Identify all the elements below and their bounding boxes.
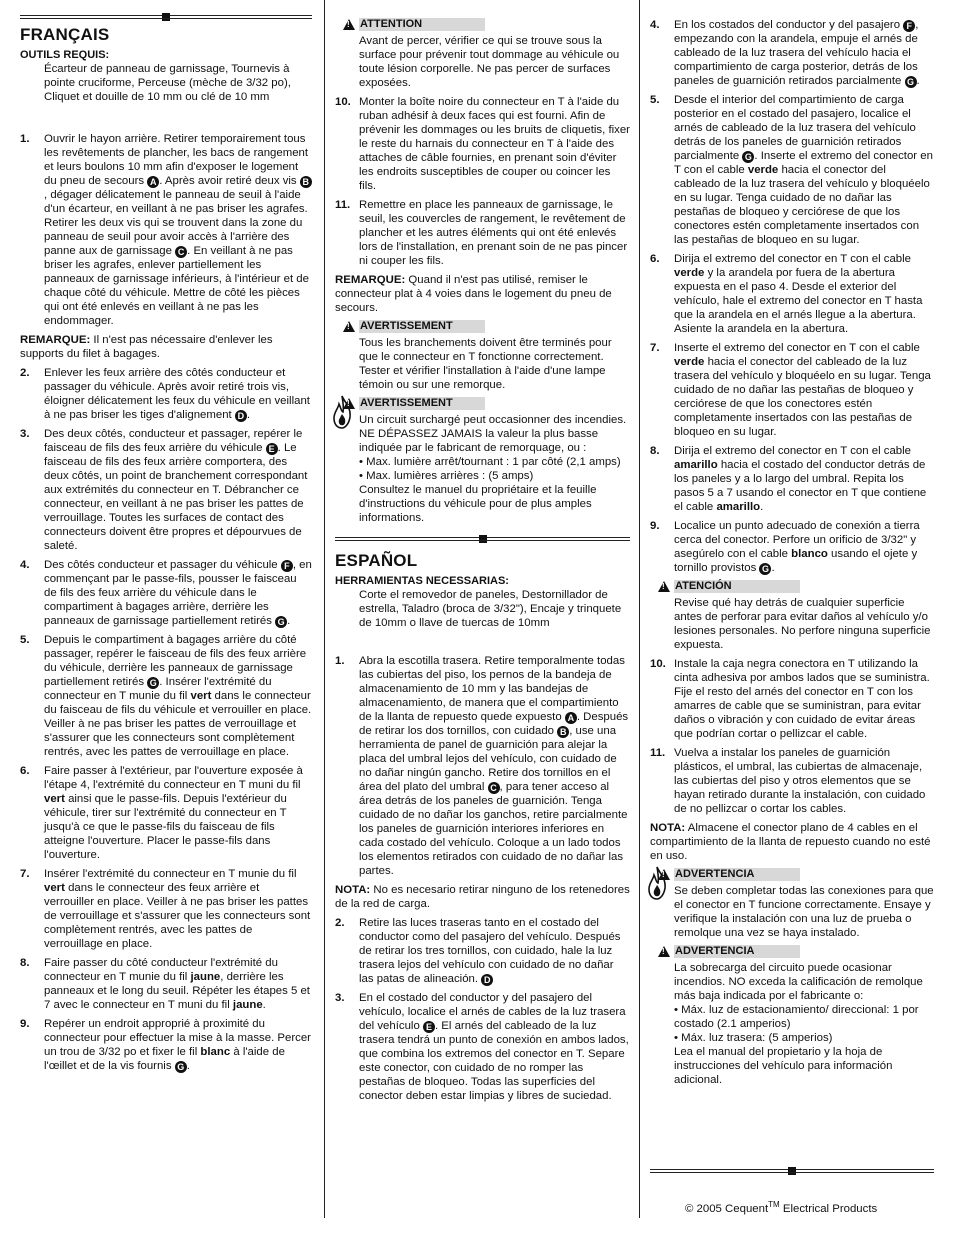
section-rule [20,14,312,22]
atencion-header: ! ATENCIÓN [674,580,800,593]
advertencia-text-l1: La sobrecarga del circuito puede ocasionar incendios. NO exceda la calificación de remolque más baja indicada por el fabricante o: [674,962,923,1002]
advertencia-text: Se deben completar todas las conexiones para que el conector en T funcione correctamente. Ensaye y verifique la instalación con una luz de prueba o remolque una vez se haya instalado. [674,885,934,939]
ref-c-icon: C [488,782,500,794]
tools-text: Corte el removedor de paneles, Destornillador de estrella, Taladro (broca de 3/32"), Encaje y trinquete de 10mm o llave de tuercas de 10mm [359,589,622,629]
section-title-espanol: ESPAÑOL [335,551,418,570]
advertencia-box-1 [674,868,934,940]
atencion-text: Revise qué hay detrás de cualquier superficie antes de perforar para evitar daños al vehículo y/o lesiones personales. No perfore ninguna superficie expuesta. [674,597,931,651]
step-11: 11. Vuelva a instalar los paneles de guarnición plásticos, el umbral, las cubiertas de almacenaje, las cubiertas del piso y otros elementos que se hayan retirado durante la instalación, con cuidado de no pellizcar o cortar los cables. [650,747,926,815]
step-5: 5. Depuis le compartiment à bagages arrière du côté passager, repérer le faisceau de fils des feux arrière du véhicule, derrière les panneaux de garnissage partiellement retirés G . Insérer l'extrémité du connecteur en T munie du fil vert dans le connecteur du faisceau de fils du véhicule et verrouiller en place. Veiller à ne pas briser les pattes de verrouillage et s'assurer que les connecteurs sont complètement rentrés, avec les pattes de verrouillage en place. [20,634,312,758]
warning-text-l3: • Max. lumières arrières : (5 amps) [359,470,534,482]
advertencia-header: ! ADVERTENCIA [674,868,800,881]
ref-f-icon: F [281,560,293,572]
section-title-francais: FRANÇAIS [20,25,110,44]
step-6: 6. Dirija el extremo del conector en T con el cable verde y la arandela por fuera de la abertura expuesta en el paso 4. Desde el exterior del vehículo, hale el extremo del conector en T hasta que la arandela en el arnés llegue a la abertura. Asiente la arandela en la abertura. [650,253,923,335]
copyright: © 2005 Cequent™ Electrical Products [685,1200,878,1215]
step-5: 5. Desde el interior del compartimiento de carga posterior en el costado del pasajero, localice el arnés de cableado de la luz trasera del vehículo detrás de los paneles de guarnición retirados parcialmente G . Inserte el extremo del conector en T con el cable verde hacia el conector del cableado de la luz trasera del vehículo y bloquéelo en su lugar. Tenga cuidado de no dañar las pestañas de bloqueo y cerciórese de que los conectores estén completamente insertados con las pestañas de bloqueo en su lugar. [650,94,933,246]
ref-g-icon: G [275,616,287,628]
warning-triangle-icon [343,321,355,332]
warning-box-2 [359,397,630,525]
step-10: 10. Monter la boîte noire du connecteur en T à l'aide du ruban adhésif à deux faces qui est fourni. Afin de prévenir les dommages ou les bruits de cliquetis, fixer le reste du harnais du connecteur en T à l'aide des attaches de câble fournies, en prenant soin d'éviter les endroits susceptibles de couper ou coincer les fils. [335,96,630,192]
step-11: 11. Remettre en place les panneaux de garnissage, le seuil, les couvercles de rangement, le revêtement de plancher et les autres éléments qui ont été enlevés lors de l'installation, en prenant soin de ne pas pincer ni couper les fils. [335,199,628,267]
warning-text: Tous les branchements doivent être terminés pour que le connecteur en T fonctionne correctement. Tester et vérifier l'installation à l'aide d'une lampe témoin ou sur une remorque. [359,337,612,391]
step-1: 1. Abra la escotilla trasera. Retire temporalmente todas las cubiertas del piso, los pernos de la bandeja de almacenamiento de 10 mm y las bandejas de almacenamiento, de manera que el compartimiento de la llanta de repuesto quede expuesto A . Después de retirar los dos tornillos, con cuidado B , use una herramienta de panel de guarnición para alejar la placa del umbral lejos del vehículo, con cuidado de no dañar ningún gancho. Retire dos tornillos en el área del plato del umbral C , para tener acceso al área detrás de los paneles de guarnición. Tenga cuidado de no dañar los ganchos, retire parcialmente los paneles de guarnición interiores inferiores en cada costado del vehículo. Coloque a un lado todos los elementos retirados con cuidado de no dañar las partes. [335,655,629,877]
warning-text-l4: Consultez le manuel du propriétaire et la feuille d'instructions du véhicule pour de plus amples informations. [359,484,597,524]
spanish-column-3 [650,18,934,1092]
atencion-box [674,580,934,652]
step-2: 2. Enlever les feux arrière des côtés conducteur et passager du véhicule. Après avoir retiré trois vis, éloigner délicatement les feux du véhicule en veillant à ne pas briser les tiges d'alignement D . [20,367,310,421]
warning-triangle-icon [343,19,355,30]
ref-b-icon: B [557,726,569,738]
step-8: 8. Dirija el extremo del conector en T con el cable amarillo hacia el costado del conductor detrás de los paneles y a lo largo del umbral. Repita los pasos 5 a 7 usando el conector en T que contiene el cable amarillo. [650,445,927,513]
french-spanish-column-2 [335,18,630,1108]
step-6: 6. Faire passer à l'extérieur, par l'ouverture exposée à l'étape 4, l'extrémité du connecteur en T muni du fil vert ainsi que le passe-fils. Depuis l'extérieur du véhicule, tirer sur l'extrémité du connecteur en T jusqu'à ce que le passe-fils du faisceau de fils atteigne l'ouverture. Placer le passe-fils dans l'ouverture. [20,765,303,861]
attention-text: Avant de percer, vérifier ce qui se trouve sous la surface pour prévenir tout dommage au véhicule ou toute lésion corporelle. Ne pas percer de surfaces exposées. [359,35,620,89]
nota-2: NOTA: Almacene el conector plano de 4 cables en el compartimiento de la llanta de repuesto cuando no esté en uso. [650,822,931,862]
ref-d-icon: D [235,410,247,422]
attention-box [359,18,630,90]
step-9: 9. Localice un punto adecuado de conexión a tierra cerca del conector. Perfore un orificio de 3/32" y asegúrelo con el cable blanco usando el ojete y tornillo provistos G . [650,520,920,574]
warning-triangle-icon [658,581,670,592]
step-7: 7. Inserte el extremo del conector en T con el cable verde hacia el conector del cableado de la luz trasera del vehículo y bloquéelo en su lugar. Tenga cuidado de no dañar las pestañas de bloqueo y cerciórese de que los conectores estén completamente insertados con las pestañas de bloqueo en su lugar. [650,342,931,438]
tools-heading: HERRAMIENTAS NECESSARIAS: [335,575,509,587]
section-rule [335,536,630,544]
step-1: 1. Ouvrir le hayon arrière. Retirer temporairement tous les revêtements de plancher, les bacs de rangement et leurs boulons 10 mm afin d'exposer le logement du pneu de secours A . Après avoir retiré deux vis B, dégager délicatement le panneau de seuil à l'aide d'un écarteur, en veillant à ne pas briser les agrafes. Retirer les deux vis qui se trouvent dans la zone du panneau de seuil pour avoir accès à l'arrière des panne aux de garnissage C . En veillant à ne pas briser les agrafes, enlever partiellement les panneaux de garnissage inférieurs, à l'intérieur et de chaque côté du véhicule. Mettre de côté les pièces qui ont été enlevés en veillant à ne pas les endommager. [20,132,312,328]
warning-text-l2: • Max. lumière arrêt/tournant : 1 par côté (2,1 amps) [359,456,621,468]
ref-d-icon: D [481,974,493,986]
step-3: 3. Des deux côtés, conducteur et passager, repérer le faisceau de fils des feux arrière du véhicule E . Le faisceau de fils des feux arrière comportera, des deux côtés, un point de branchement correspondant aux extrémités du connecteur en T. Débrancher ce connecteur, en veillant à ne pas briser les pattes de verrouillage. Toutes les surfaces de contact des connecteurs doivent être propres et dépourvues de saleté. [20,428,308,552]
remark-2: REMARQUE: Quand il n'est pas utilisé, remiser le connecteur plat à 4 voies dans le logement du pneu de secours. [335,274,612,314]
warning-triangle-icon [343,398,355,409]
ref-a-icon: A [565,712,577,724]
tools-text: Écarteur de panneau de garnissage, Tournevis à pointe cruciforme, Perceuse (mèche de 3/32 po), Cliquet et douille de 10 mm ou clé de 10 mm [44,63,291,103]
ref-b-icon: B [300,176,312,188]
ref-c-icon: C [175,246,187,258]
step-4: 4. En los costados del conductor y del pasajero F , empezando con la arandela, empuje el arnés de cableado de la luz trasera del vehículo hacia el compartimiento de carga posterior, detrás de los paneles de guarnición retirados parcialmente G . [650,19,920,87]
ref-g-icon: G [175,1061,187,1073]
step-8: 8. Faire passer du côté conducteur l'extrémité du connecteur en T munie du fil jaune, derrière les panneaux et le long du seuil. Répéter les étapes 5 et 7 avec le connecteur en T muni du fil jaune. [20,957,310,1011]
warning-header: ! AVERTISSEMENT [359,397,485,410]
nota: NOTA: No es necesario retirar ninguno de los retenedores de la red de carga. [335,884,630,910]
step-7: 7. Insérer l'extrémité du connecteur en T munie du fil vert dans le connecteur des feux arrière et verrouiller en place. Veiller à ne pas briser les pattes de verrouillage et s'assurer que les connecteurs sont complètement rentrés, avec les pattes de verrouillage en place. [20,868,311,950]
ref-e-icon: E [423,1021,435,1033]
ref-g-icon: G [759,563,771,575]
warning-text-l1: Un circuit surchargé peut occasionner des incendies. NE DÉPASSEZ JAMAIS la valeur la plus basse indiquée par le fabricant de remorquage, ou : [359,414,627,454]
ref-g-icon: G [905,76,917,88]
step-2: 2. Retire las luces traseras tanto en el costado del conductor como del pasajero del vehículo. Después de retirar los tres tornillos, con cuidado, hale la luz trasera lejos del vehículo con cuidado de no dañar las patas de alineación. D [335,917,621,985]
ref-g-icon: G [147,677,159,689]
remark: REMARQUE: Il n'est pas nécessaire d'enlever les supports du filet à bagages. [20,334,273,360]
advertencia-header: ! ADVERTENCIA [674,945,800,958]
warning-triangle-icon [658,946,670,957]
advertencia-text-l4: Lea el manual del propietario y la hoja de instrucciones del vehículo para información adicional. [674,1046,893,1086]
step-10: 10. Instale la caja negra conectora en T utilizando la cinta adhesiva por ambos lados que se suministra. Fije el resto del arnés del conector en T con los amarres de cable que se suministran, para evitar daños o vibración y con cuidado de evitar áreas que podrían cortar o pellizcar el cable. [650,658,930,740]
advertencia-box-2 [674,945,934,1087]
advertencia-text-l2: • Máx. luz de estacionamiento/ direccional: 1 por costado (2.1 amperios) [674,1004,919,1030]
ref-e-icon: E [266,443,278,455]
warning-header: ! AVERTISSEMENT [359,320,485,333]
advertencia-text-l3: • Máx. luz trasera: (5 amperios) [674,1032,833,1044]
ref-a-icon: A [147,176,159,188]
step-9: 9. Repérer un endroit approprié à proximité du connecteur pour effectuer la mise à la masse. Percer un trou de 3/32 po et fixer le fil blanc à l'aide de l'œillet et de la vis fournis G . [20,1018,311,1072]
step-3: 3. En el costado del conductor y del pasajero del vehículo, localice el arnés de cables de la luz trasera del vehículo E . El arnés del cableado de la luz trasera tendrá un punto de conexión en ambos lados, que combina los extremos del conector en T. Separe este conector, con cuidado de no romper las pestañas de bloqueo. Todas las superficies del conector deben estar limpias y libres de suciedad. [335,992,629,1102]
ref-g-icon: G [742,151,754,163]
warning-triangle-icon [658,869,670,880]
bottom-rule [650,1168,934,1176]
column-divider [639,0,640,1218]
warning-box-1 [359,320,630,392]
ref-f-icon: F [903,20,915,32]
french-column-1 [20,14,312,1078]
step-4: 4. Des côtés conducteur et passager du véhicule F , en commençant par le passe-fils, pousser le faisceau de fils des feux arrière du véhicule dans le compartiment à bagages arrière, derrière les panneaux de garnissage partiellement retirés G . [20,559,312,627]
tools-heading: OUTILS REQUIS: [20,49,110,61]
column-divider [324,0,325,1218]
attention-header: ! ATTENTION [359,18,485,31]
